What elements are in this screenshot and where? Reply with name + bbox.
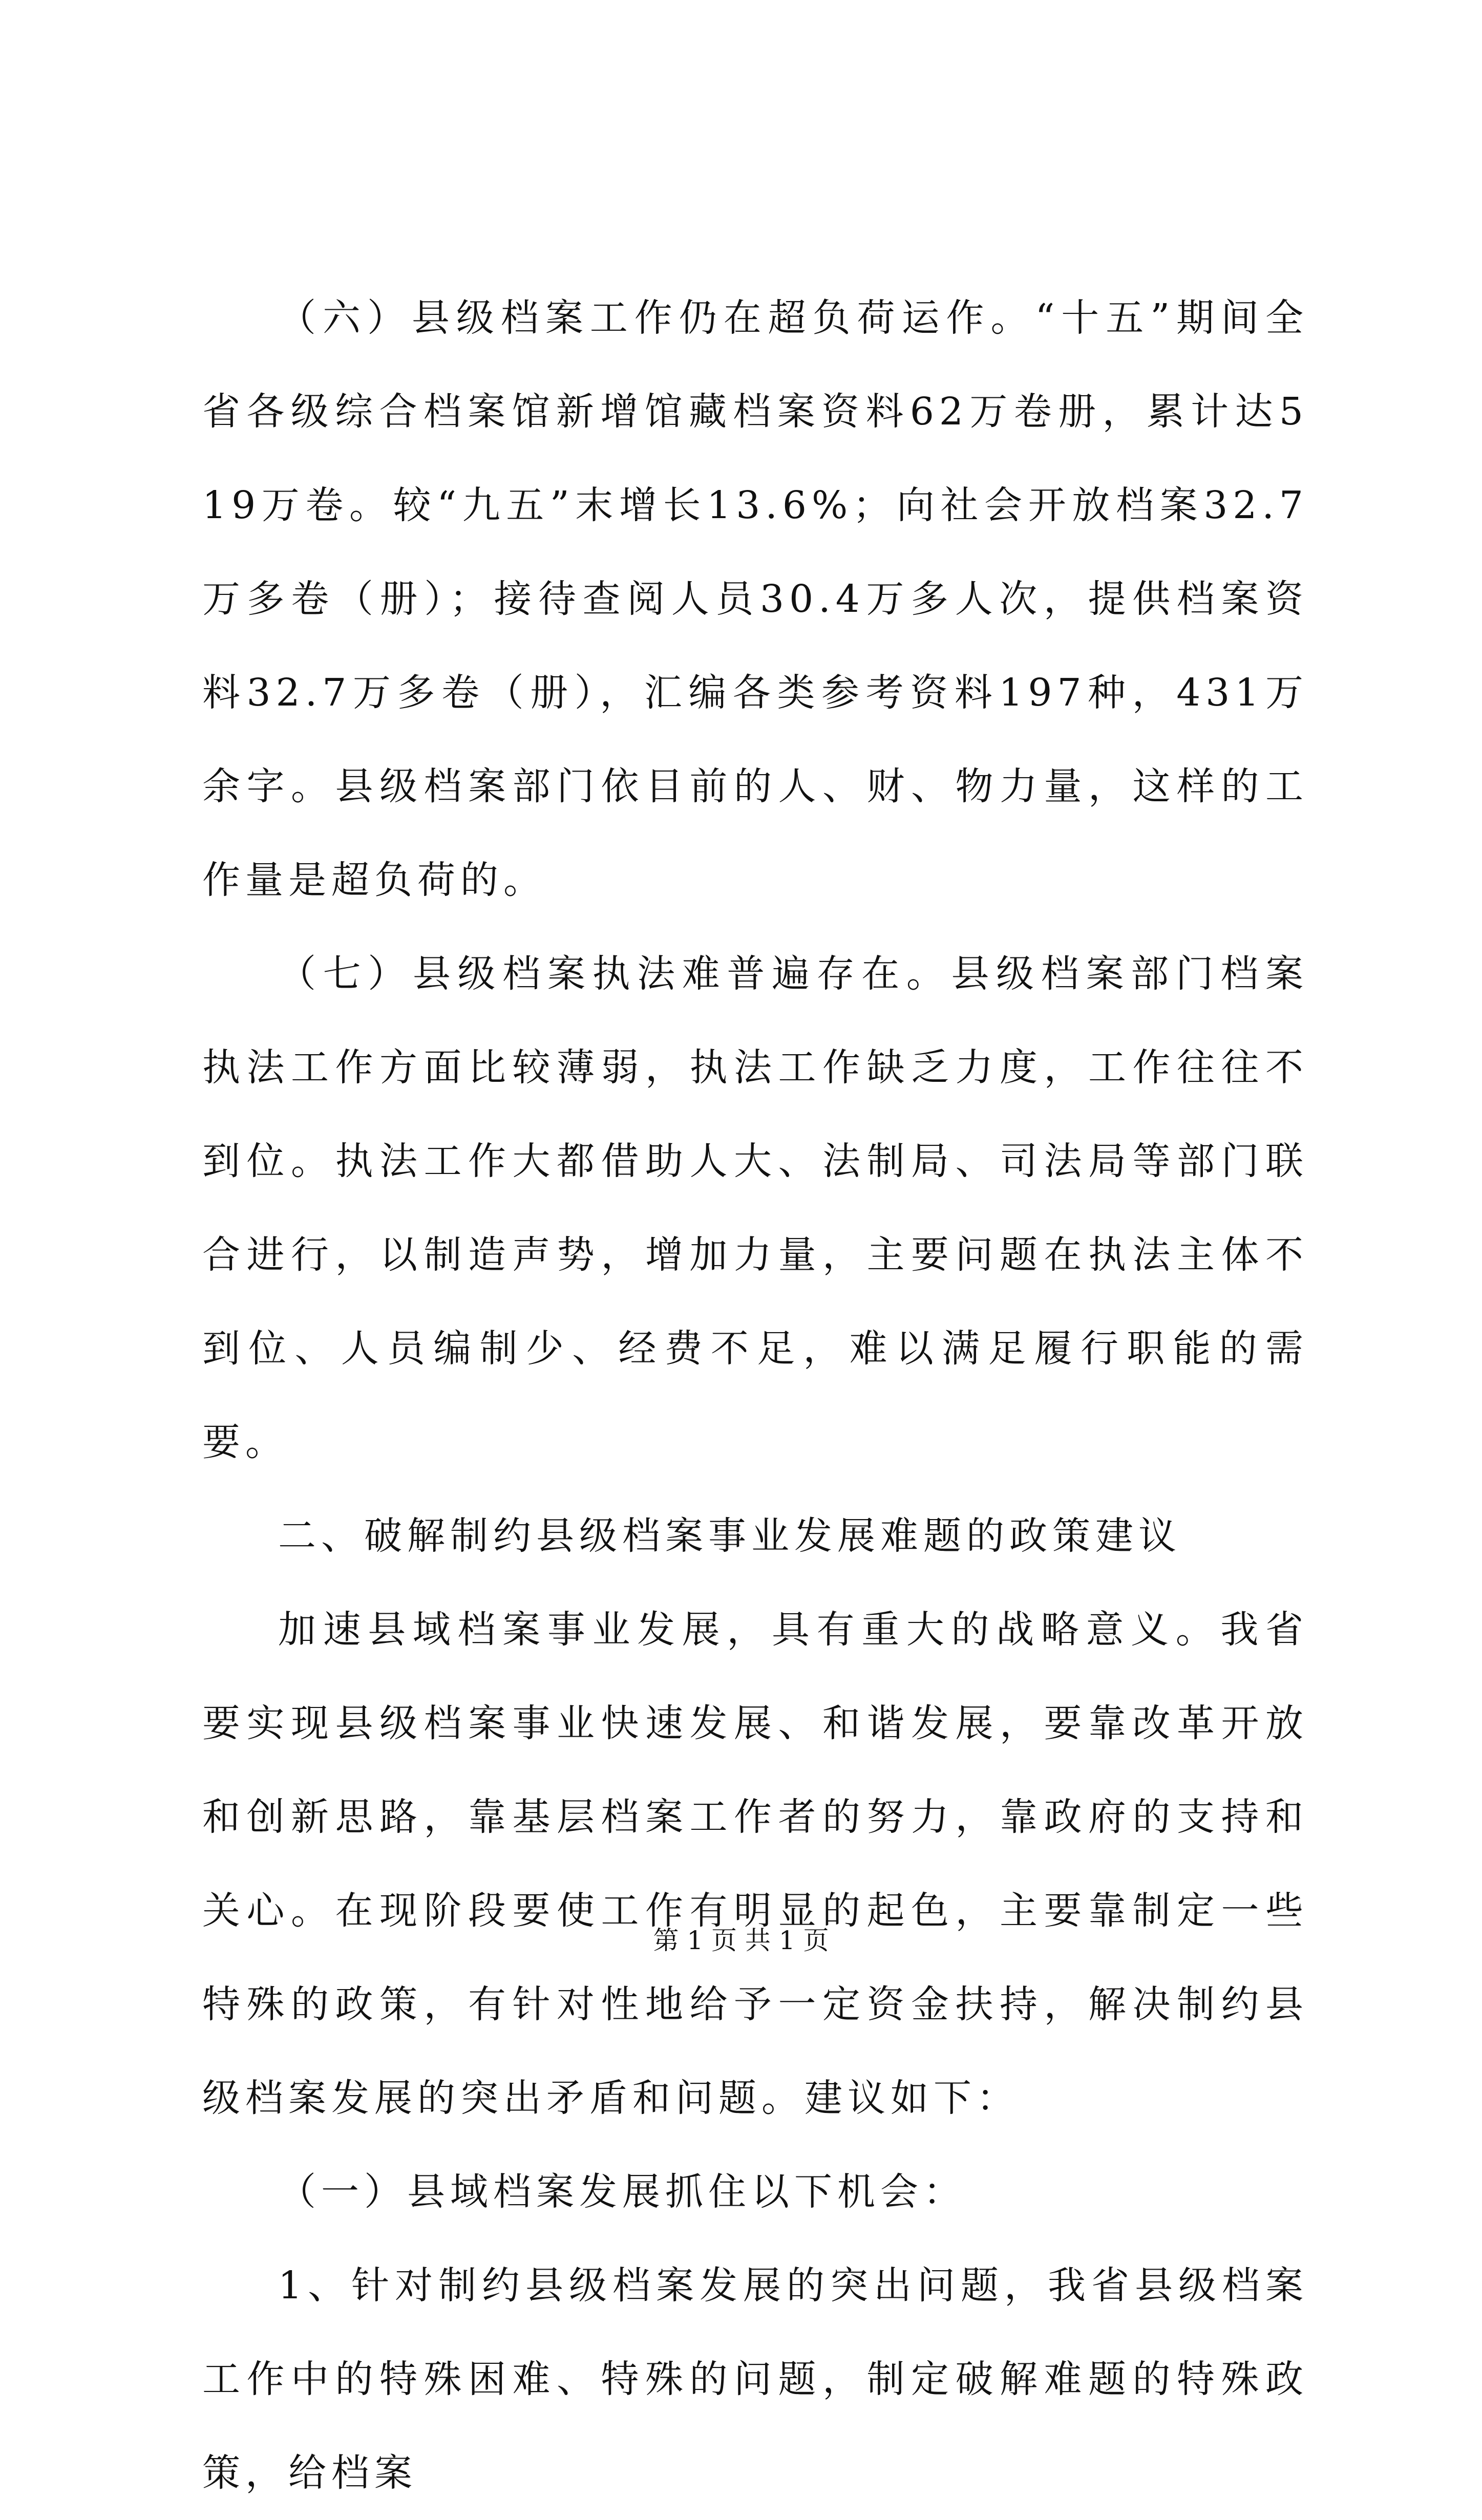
document-body	[202, 271, 1308, 2520]
paragraph-strategic-significance: 加速县域档案事业发展，具有重大的战略意义。我省要实现县级档案事业快速发展、和谐发展，要靠改革开放和创新思路，靠基层档案工作者的努力，靠政府的支持和关心。在现阶段要使工作有明显的起色，主要靠制定一些特殊的政策，有针对性地给予一定资金扶持，解决制约县级档案发展的突出矛盾和问题。建议如下：	[202, 1608, 1308, 2120]
paragraph-7-enforcement: （七）县级档案执法难普遍存在。县级档案部门档案执法工作方面比较薄弱，执法工作缺乏力度，工作往往不到位。执法工作大都借助人大、法制局、司法局等部门联合进行，以制造声势，增加力量，主要问题在执法主体不到位、人员编制少、经费不足，难以满足履行职能的需要。	[202, 952, 1308, 1464]
paragraph-item-1: 1、针对制约县级档案发展的突出问题，我省县级档案工作中的特殊困难、特殊的问题，制定破解难题的特殊政策，给档案	[202, 2263, 1308, 2495]
paragraph-6-overload: （六）县级档案工作仍在超负荷运作。“十五”期间全省各级综合档案馆新增馆藏档案资料62万卷册，累计达519万卷。较“九五”末增长13.6%；向社会开放档案32.7万多卷（册）；接待查阅人员30.4万多人次，提供档案资料32.7万多卷（册），汇编各类参考资料197种，431万余字。县级档案部门依目前的人、财、物力量，这样的工作量是超负荷的。	[202, 296, 1308, 902]
page-footer: 第 1 页 共 1 页	[653, 1926, 829, 1955]
section-heading-policy-suggestions: 二、破解制约县级档案事业发展难题的政策建议	[278, 1514, 1181, 1558]
subheading-opportunities: （一）县域档案发展抓住以下机会：	[278, 2170, 966, 2214]
